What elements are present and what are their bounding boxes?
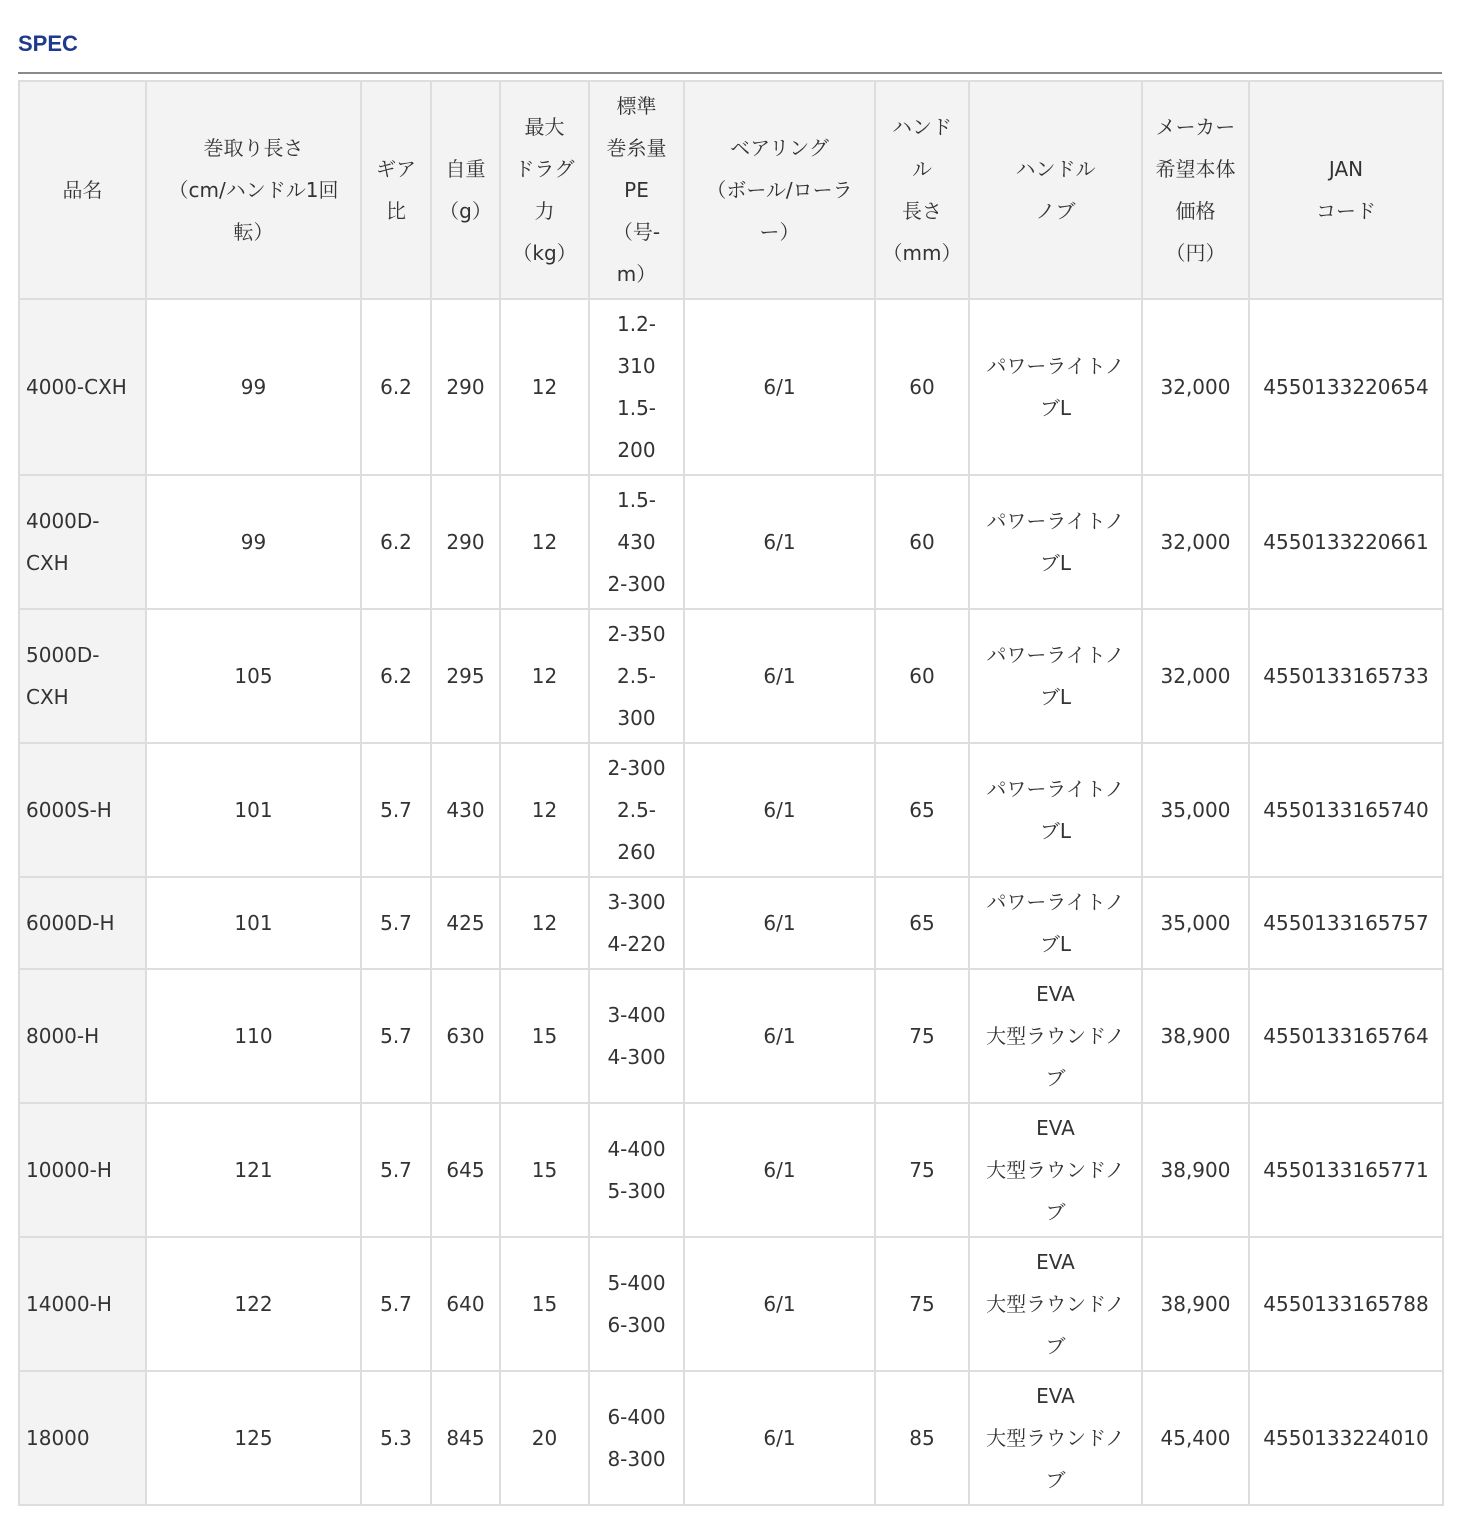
table-cell <box>1249 1103 1443 1237</box>
table-cell <box>146 743 361 877</box>
cell-value: パワーライトノ ブL <box>986 354 1125 420</box>
table-cell <box>146 1103 361 1237</box>
table-cell <box>1142 1237 1249 1371</box>
cell-value: 5.3 <box>380 1426 412 1450</box>
table-cell <box>361 1103 431 1237</box>
table-cell <box>969 969 1142 1103</box>
table-cell <box>875 969 969 1103</box>
table-cell <box>1249 475 1443 609</box>
table-header-row <box>19 81 1443 299</box>
table-cell <box>431 1103 500 1237</box>
table-cell <box>969 1103 1142 1237</box>
table-cell <box>500 743 589 877</box>
cell-value: 4550133165764 <box>1263 1024 1429 1048</box>
cell-value: 8000-H <box>26 1024 100 1048</box>
cell-value: 6000D-H <box>26 911 115 935</box>
cell-value: 630 <box>446 1024 485 1048</box>
cell-value: 75 <box>909 1158 935 1182</box>
table-cell <box>589 1237 684 1371</box>
cell-value: 290 <box>446 375 485 399</box>
table-cell <box>500 1103 589 1237</box>
table-cell <box>1142 969 1249 1103</box>
cell-value: 6/1 <box>763 911 796 935</box>
cell-value: 6/1 <box>763 1158 796 1182</box>
cell-value: 101 <box>234 798 273 822</box>
cell-value: 38,900 <box>1160 1024 1231 1048</box>
table-cell <box>1249 1371 1443 1505</box>
table-cell <box>969 475 1142 609</box>
cell-value: 4550133165733 <box>1263 664 1429 688</box>
cell-value: 12 <box>531 664 558 688</box>
cell-value: 6/1 <box>763 1426 796 1450</box>
cell-value: 12 <box>531 530 558 554</box>
cell-value: 295 <box>446 664 485 688</box>
cell-value: 12 <box>531 375 558 399</box>
table-cell <box>875 877 969 969</box>
cell-value: 6/1 <box>763 1024 796 1048</box>
cell-value: EVA 大型ラウンドノ ブ <box>986 982 1125 1090</box>
table-cell <box>431 1371 500 1505</box>
cell-value: 1.2- 310 1.5- 200 <box>616 312 657 462</box>
table-cell <box>1142 743 1249 877</box>
table-cell <box>500 1237 589 1371</box>
cell-value: 101 <box>234 911 273 935</box>
table-cell <box>875 475 969 609</box>
spec-table <box>18 80 1444 1506</box>
table-cell <box>19 475 146 609</box>
cell-value: 15 <box>531 1292 558 1316</box>
table-cell <box>361 609 431 743</box>
table-cell <box>589 609 684 743</box>
table-cell <box>19 299 146 475</box>
table-cell <box>361 743 431 877</box>
table-cell <box>361 877 431 969</box>
header-label: 品名 <box>62 178 103 202</box>
cell-value: 15 <box>531 1024 558 1048</box>
cell-value: 1.5- 430 2-300 <box>607 488 666 596</box>
table-cell <box>1249 743 1443 877</box>
cell-value: 35,000 <box>1160 911 1231 935</box>
cell-value: 65 <box>909 911 935 935</box>
cell-value: 6/1 <box>763 664 796 688</box>
table-cell <box>361 475 431 609</box>
cell-value: パワーライトノ ブL <box>986 777 1125 843</box>
table-cell <box>875 609 969 743</box>
table-cell <box>1249 1237 1443 1371</box>
table-cell <box>500 475 589 609</box>
cell-value: 4550133220661 <box>1263 530 1429 554</box>
table-cell <box>431 969 500 1103</box>
table-cell <box>431 877 500 969</box>
cell-value: 5.7 <box>380 1158 412 1182</box>
cell-value: 6/1 <box>763 375 796 399</box>
cell-value: EVA 大型ラウンドノ ブ <box>986 1250 1125 1358</box>
cell-value: 122 <box>234 1292 273 1316</box>
table-cell <box>500 969 589 1103</box>
table-cell <box>19 609 146 743</box>
table-cell <box>1142 877 1249 969</box>
cell-value: 99 <box>240 530 267 554</box>
table-cell <box>361 1237 431 1371</box>
table-row <box>19 969 1443 1103</box>
cell-value: 4550133165757 <box>1263 911 1429 935</box>
table-cell <box>146 475 361 609</box>
cell-value: 125 <box>234 1426 273 1450</box>
title-divider <box>18 72 1442 74</box>
cell-value: 15 <box>531 1158 558 1182</box>
table-cell <box>500 877 589 969</box>
header-label: 自重 （g） <box>439 157 492 223</box>
table-cell <box>19 743 146 877</box>
cell-value: EVA 大型ラウンドノ ブ <box>986 1384 1125 1492</box>
cell-value: 12 <box>531 798 558 822</box>
cell-value: 60 <box>909 530 935 554</box>
cell-value: 4550133165771 <box>1263 1158 1429 1182</box>
cell-value: 35,000 <box>1160 798 1231 822</box>
table-cell <box>875 299 969 475</box>
table-cell <box>500 609 589 743</box>
table-cell <box>1142 1103 1249 1237</box>
header-col-handle-length <box>875 81 969 299</box>
cell-value: 45,400 <box>1160 1426 1231 1450</box>
cell-value: 290 <box>446 530 485 554</box>
table-cell <box>431 743 500 877</box>
cell-value: 38,900 <box>1160 1292 1231 1316</box>
cell-value: 640 <box>446 1292 485 1316</box>
table-cell <box>969 743 1142 877</box>
cell-value: 4550133220654 <box>1263 375 1429 399</box>
table-cell <box>146 299 361 475</box>
table-cell <box>969 1237 1142 1371</box>
cell-value: 10000-H <box>26 1158 112 1182</box>
cell-value: 6-400 8-300 <box>607 1405 666 1471</box>
table-row <box>19 1371 1443 1505</box>
cell-value: 3-400 4-300 <box>607 1003 666 1069</box>
cell-value: 430 <box>446 798 485 822</box>
table-cell <box>969 609 1142 743</box>
table-cell <box>589 877 684 969</box>
cell-value: 5.7 <box>380 1024 412 1048</box>
table-cell <box>431 1237 500 1371</box>
table-cell <box>361 299 431 475</box>
header-col-bearings <box>684 81 875 299</box>
cell-value: 6.2 <box>380 375 412 399</box>
header-label: JAN コード <box>1316 157 1376 223</box>
cell-value: 60 <box>909 664 935 688</box>
cell-value: パワーライトノ ブL <box>986 509 1125 575</box>
header-label: ギア 比 <box>376 157 416 223</box>
table-row <box>19 475 1443 609</box>
table-row <box>19 299 1443 475</box>
cell-value: 105 <box>234 664 273 688</box>
cell-value: 4550133165740 <box>1263 798 1429 822</box>
table-cell <box>684 969 875 1103</box>
table-cell <box>146 1237 361 1371</box>
table-cell <box>431 299 500 475</box>
table-cell <box>19 1371 146 1505</box>
table-cell <box>589 969 684 1103</box>
table-cell <box>589 743 684 877</box>
cell-value: 2-300 2.5- 260 <box>607 756 666 864</box>
cell-value: 20 <box>531 1426 558 1450</box>
cell-value: 99 <box>240 375 267 399</box>
table-cell <box>1142 299 1249 475</box>
header-label: ベアリング （ボール/ローラ ー） <box>706 136 853 244</box>
cell-value: 85 <box>909 1426 935 1450</box>
cell-value: 38,900 <box>1160 1158 1231 1182</box>
header-label: ハンドル ノブ <box>1015 157 1096 223</box>
table-cell <box>684 609 875 743</box>
table-row <box>19 1103 1443 1237</box>
table-cell <box>684 299 875 475</box>
cell-value: 75 <box>909 1292 935 1316</box>
cell-value: 6.2 <box>380 530 412 554</box>
table-cell <box>500 299 589 475</box>
cell-value: 12 <box>531 911 558 935</box>
table-cell <box>500 1371 589 1505</box>
cell-value: 4550133165788 <box>1263 1292 1429 1316</box>
table-cell <box>684 877 875 969</box>
table-cell <box>589 475 684 609</box>
table-cell <box>361 969 431 1103</box>
table-cell <box>875 1103 969 1237</box>
cell-value: 60 <box>909 375 935 399</box>
table-cell <box>361 1371 431 1505</box>
cell-value: 18000 <box>26 1426 90 1450</box>
table-cell <box>875 1371 969 1505</box>
table-cell <box>589 1371 684 1505</box>
cell-value: 3-300 4-220 <box>607 890 666 956</box>
table-cell <box>146 969 361 1103</box>
cell-value: 5000D- CXH <box>26 643 100 709</box>
table-cell <box>19 1237 146 1371</box>
table-cell <box>969 877 1142 969</box>
cell-value: 5.7 <box>380 798 412 822</box>
cell-value: 6/1 <box>763 1292 796 1316</box>
table-cell <box>589 299 684 475</box>
table-cell <box>1249 299 1443 475</box>
header-label: ハンド ル 長さ （mm） <box>882 115 962 265</box>
cell-value: 2-350 2.5- 300 <box>607 622 666 730</box>
cell-value: 110 <box>234 1024 273 1048</box>
header-col-max-drag <box>500 81 589 299</box>
header-col-weight <box>431 81 500 299</box>
header-label: メーカー 希望本体 価格 （円） <box>1155 115 1236 265</box>
cell-value: 5.7 <box>380 1292 412 1316</box>
table-cell <box>431 475 500 609</box>
table-cell <box>1142 1371 1249 1505</box>
cell-value: 4000D- CXH <box>26 509 100 575</box>
table-cell <box>969 299 1142 475</box>
table-cell <box>19 969 146 1103</box>
table-cell <box>684 1371 875 1505</box>
table-row <box>19 1237 1443 1371</box>
table-cell <box>431 609 500 743</box>
header-col-retrieve-length <box>146 81 361 299</box>
table-cell <box>684 1103 875 1237</box>
header-col-gear-ratio <box>361 81 431 299</box>
table-cell <box>589 1103 684 1237</box>
table-cell <box>19 877 146 969</box>
cell-value: パワーライトノ ブL <box>986 643 1125 709</box>
cell-value: 425 <box>446 911 485 935</box>
table-row <box>19 877 1443 969</box>
header-col-product-name <box>19 81 146 299</box>
table-cell <box>875 743 969 877</box>
table-cell <box>684 1237 875 1371</box>
cell-value: 6.2 <box>380 664 412 688</box>
cell-value: 32,000 <box>1160 530 1231 554</box>
cell-value: 32,000 <box>1160 375 1231 399</box>
table-cell <box>1249 969 1443 1103</box>
cell-value: 6/1 <box>763 530 796 554</box>
table-cell <box>1249 877 1443 969</box>
header-label: 標準 巻糸量 PE （号- m） <box>606 94 667 286</box>
cell-value: 4-400 5-300 <box>607 1137 666 1203</box>
table-cell <box>875 1237 969 1371</box>
cell-value: EVA 大型ラウンドノ ブ <box>986 1116 1125 1224</box>
header-label: 最大 ドラグ 力 （kg） <box>512 115 577 265</box>
header-col-price <box>1142 81 1249 299</box>
table-cell <box>146 1371 361 1505</box>
cell-value: 75 <box>909 1024 935 1048</box>
table-row <box>19 743 1443 877</box>
table-cell <box>1142 609 1249 743</box>
header-col-line-capacity <box>589 81 684 299</box>
cell-value: 4000-CXH <box>26 375 127 399</box>
table-cell <box>684 743 875 877</box>
table-cell <box>19 1103 146 1237</box>
cell-value: 121 <box>234 1158 273 1182</box>
cell-value: 845 <box>446 1426 485 1450</box>
cell-value: 14000-H <box>26 1292 112 1316</box>
table-cell <box>146 609 361 743</box>
cell-value: 645 <box>446 1158 485 1182</box>
cell-value: 6/1 <box>763 798 796 822</box>
cell-value: 6000S-H <box>26 798 112 822</box>
table-cell <box>684 475 875 609</box>
header-col-jan-code <box>1249 81 1443 299</box>
table-cell <box>1249 609 1443 743</box>
cell-value: パワーライトノ ブL <box>986 890 1125 956</box>
cell-value: 4550133224010 <box>1263 1426 1429 1450</box>
header-col-handle-knob <box>969 81 1142 299</box>
cell-value: 32,000 <box>1160 664 1231 688</box>
table-row <box>19 609 1443 743</box>
table-cell <box>969 1371 1142 1505</box>
table-cell <box>1142 475 1249 609</box>
header-label: 巻取り長さ （cm/ハンドル1回 転） <box>168 136 339 244</box>
cell-value: 5-400 6-300 <box>607 1271 666 1337</box>
cell-value: 5.7 <box>380 911 412 935</box>
table-cell <box>146 877 361 969</box>
cell-value: 65 <box>909 798 935 822</box>
section-title: SPEC <box>18 31 78 56</box>
